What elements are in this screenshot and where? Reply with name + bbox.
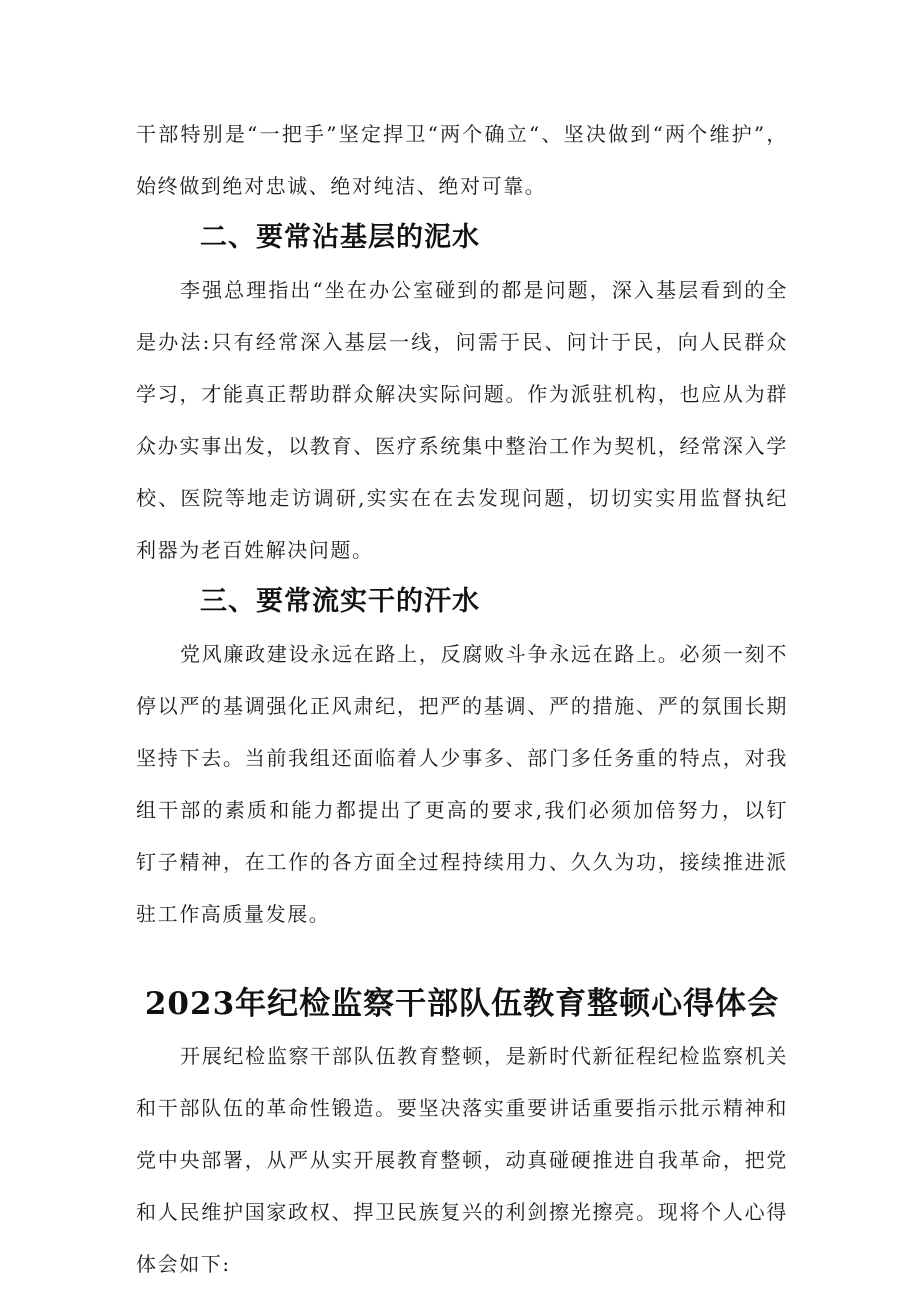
section-2-paragraph: 李强总理指出“坐在办公室碰到的都是问题，深入基层看到的全是办法:只有经常深入基层一线，问需于民、问计于民，向人民群众学习，才能真正帮助群众解决实际问题。作为派驻机构，也应从为群众办实事出发，以教育、医疗系统集中整治工作为契机，经常深入学校、医院等地走访调研,实实在在去发现问题，切切实实用监督执纪利器为老百姓解决问题。 [136,278,788,562]
section-3-paragraph: 党风廉政建设永远在路上，反腐败斗争永远在路上。必须一刻不停以严的基调强化正风肃纪，把严的基调、严的措施、严的氛围长期坚持下去。当前我组还面临着人少事多、部门多任务重的特点，对我组干部的素质和能力都提出了更高的要求,我们必须加倍努力，以钉钉子精神，在工作的各方面全过程持续用力、久久为功，接续推进派驻工作高质量发展。 [136,642,788,926]
section-2-heading: 二、要常沾基层的泥水 [200,222,480,253]
section-3-heading: 三、要常流实干的汗水 [200,586,480,617]
article-title: 2023年纪检监察干部队伍教育整顿心得体会 [144,986,780,1022]
article-intro-paragraph: 开展纪检监察干部队伍教育整顿，是新时代新征程纪检监察机关和干部队伍的革命性锻造。要坚决落实重要讲话重要指示批示精神和党中央部署，从严从实开展教育整顿，动真碰硬推进自我革命，把党和人民维护国家政权、捍卫民族复兴的利剑擦光擦亮。现将个人心得体会如下: [136,1044,788,1276]
continuation-paragraph: 干部特别是“一把手”坚定捍卫“两个确立“、坚决做到“两个维护”，始终做到绝对忠诚、绝对纯洁、绝对可靠。 [136,122,788,198]
document-body [136,108,788,1290]
